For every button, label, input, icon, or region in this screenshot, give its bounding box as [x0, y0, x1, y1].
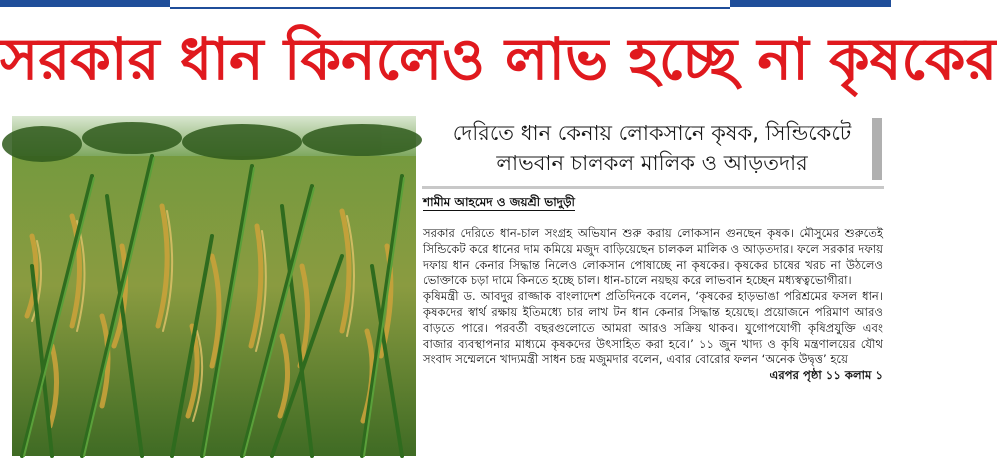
rice-field-photo [12, 116, 416, 456]
article-paragraph-1: সরকার দেরিতে ধান-চাল সংগ্রহ অভিযান শুরু করায় লোকসান গুনছেন কৃষক। মৌসুমের শুরুতেই সিন্ডিকেট করে ধানের দাম কমিয়ে মজুদ বাড়িয়েছেন চালকল মালিক ও আড়তদার। ফলে সরকার দফায় দফায় ধান কেনার সিদ্ধান্ত নিলেও লোকসান পোষাচ্ছে না কৃষকের। কৃষকের চাষের খরচ না উঠলেও ভোক্তাকে চড়া দামে কিনতে হচ্ছে চাল। ধান-চালে নয়ছয় করে লাভবান হচ্ছেন মধ্যস্বত্বভোগীরা। [423, 226, 883, 288]
article-paragraph-2 [423, 289, 883, 383]
subheadline-shade [872, 118, 882, 180]
masthead-band-left [0, 0, 170, 7]
byline: শামীম আহমেদ ও জয়শ্রী ভাদুড়ী [423, 195, 575, 209]
section-divider [422, 186, 884, 189]
headline: সরকার ধান কিনলেও লাভ হচ্ছে না কৃষকের [0, 25, 997, 93]
masthead-band [0, 0, 891, 8]
article-body [423, 226, 883, 384]
masthead-band-right [730, 0, 891, 7]
continuation-note: এরপর পৃষ্ঠা ১১ কলাম ১ [769, 368, 883, 383]
subheadline [422, 118, 882, 180]
subheadline-text: দেরিতে ধান কেনায় লোকসানে কৃষক, সিন্ডিকেটে লাভবান চালকল মালিক ও আড়তদার [452, 121, 852, 175]
article-paragraph-2-text: কৃষিমন্ত্রী ড. আবদুর রাজ্জাক বাংলাদেশ প্রতিদিনকে বলেন, ‘কৃষকের হাড়ভাঙা পরিশ্রমের ফসল ধান। কৃষকদের স্বার্থ রক্ষায় ইতিমধ্যে চার লাখ টন ধান কেনার সিদ্ধান্ত হয়েছে। প্রয়োজনে পরিমাণ আরও বাড়তে পারে। পরবর্তী বছরগুলোতে আমরা আরও সক্রিয় থাকব। যুগোপযোগী কৃষিপ্রযুক্তি এবং বাজার ব্যবস্থাপনার মাধ্যমে কৃষকদের উৎসাহিত করা হবে।’ ১১ জুন খাদ্য ও কৃষি মন্ত্রণালয়ের যৌথ সংবাদ সম্মেলনে খাদ্যমন্ত্রী সাধন চন্দ্র মজুমদার বলেন, এবার বোরোর ফলন ‘অনেক উদ্বৃত্ত’ হয়ে [423, 289, 883, 367]
masthead-band-middle [170, 0, 730, 9]
rice-field-illustration [12, 116, 416, 456]
